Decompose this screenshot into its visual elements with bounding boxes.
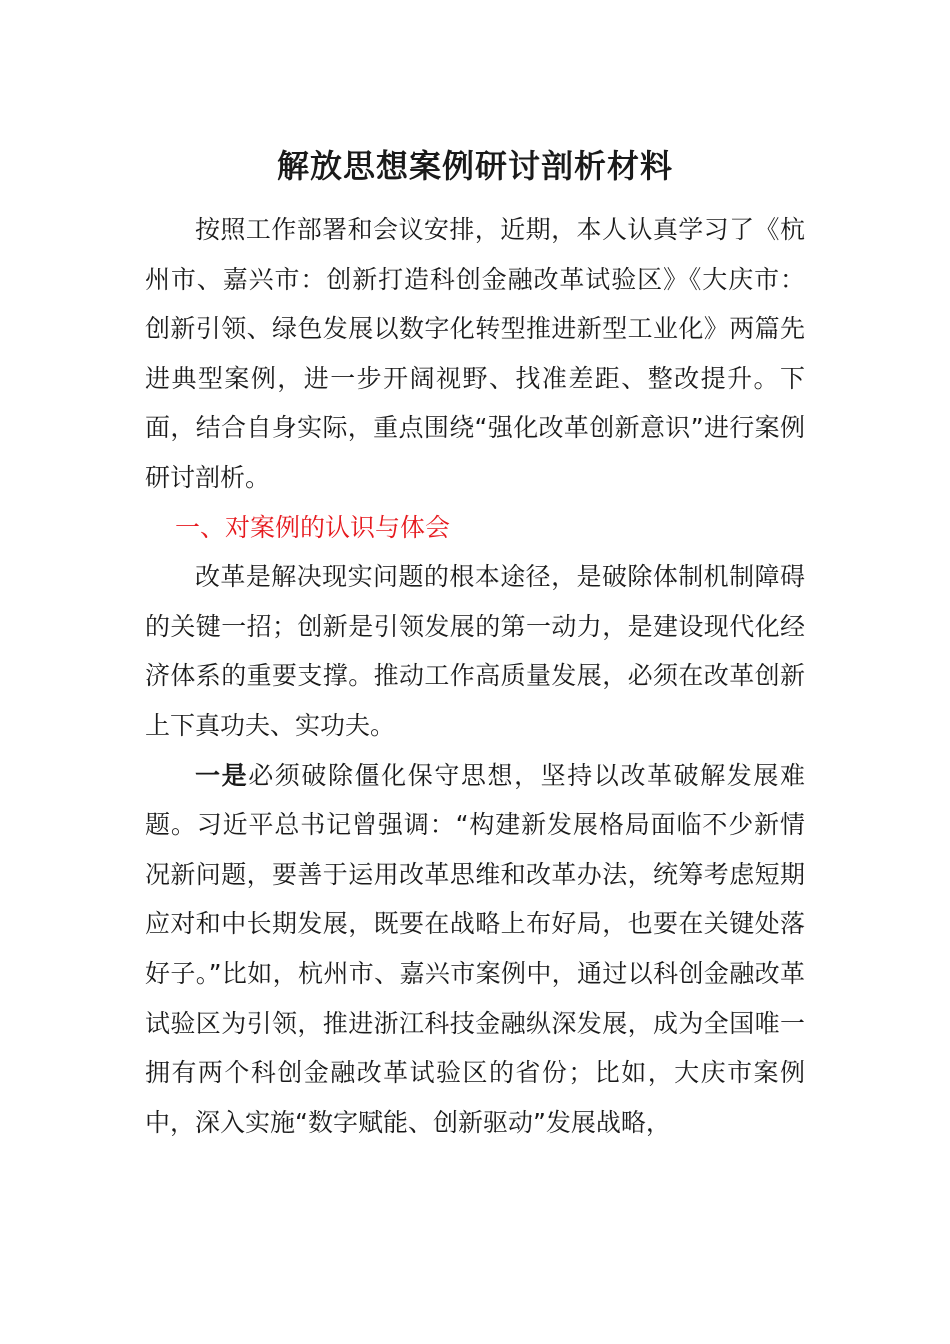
point-lead: 一是: [195, 760, 249, 790]
document-body: [145, 205, 805, 1147]
document-title: 解放思想案例研讨剖析材料: [276, 147, 673, 185]
section-paragraph: 改革是解决现实问题的根本途径，是破除体制机制障碍的关键一招；创新是引领发展的第一动力，是建设现代化经济体系的重要支撑。推动工作高质量发展，必须在改革创新上下真功夫、实功夫。: [145, 562, 805, 740]
point-paragraph: [145, 751, 805, 1148]
point-text: 必须破除僵化保守思想，坚持以改革破解发展难题。习近平总书记曾强调：“构建新发展格局面临不少新情况新问题，要善于运用改革思维和改革办法，统筹考虑短期应对和中长期发展，既要在战略上布好局，也要在关键处落好子。”比如，杭州市、嘉兴市案例中，通过以科创金融改革试验区为引领，推进浙江科技金融纵深发展，成为全国唯一拥有两个科创金融改革试验区的省份；比如，大庆市案例中，深入实施“数字赋能、创新驱动”发展战略，: [145, 760, 805, 1137]
section-heading: 一、对案例的认识与体会: [175, 512, 451, 542]
intro-paragraph: 按照工作部署和会议安排，近期，本人认真学习了《杭州市、嘉兴市：创新打造科创金融改革试验区》《大庆市：创新引领、绿色发展以数字化转型推进新型工业化》两篇先进典型案例，进一步开阔视野、找准差距、整改提升。下面，结合自身实际，重点围绕“强化改革创新意识”进行案例研讨剖析。: [145, 215, 805, 492]
